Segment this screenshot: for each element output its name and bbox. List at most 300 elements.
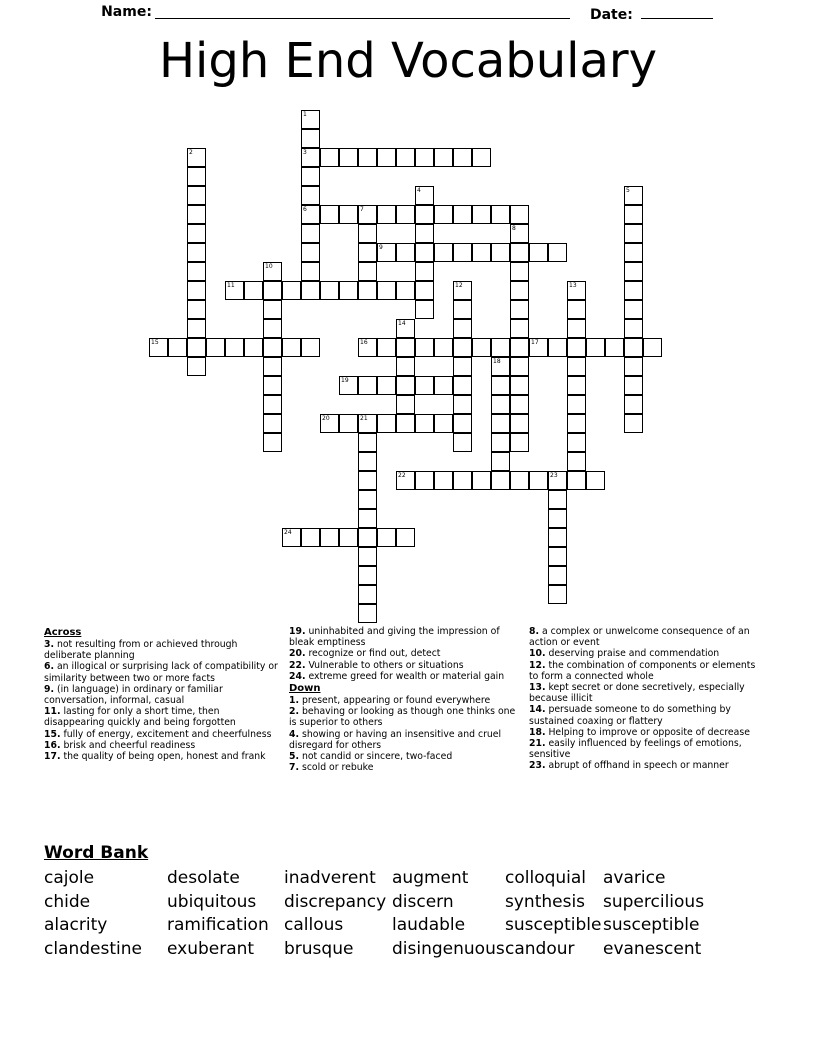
crossword-cell[interactable] bbox=[187, 319, 206, 338]
clue-item: 13. kept secret or done secretively, especially because illicit bbox=[529, 682, 745, 705]
word-bank-word: laudable bbox=[392, 915, 466, 935]
crossword-cell[interactable] bbox=[624, 395, 643, 414]
word-bank-word: desolate bbox=[167, 868, 240, 888]
crossword-cell[interactable] bbox=[339, 148, 358, 167]
crossword-cell[interactable] bbox=[301, 148, 320, 167]
crossword-cell[interactable] bbox=[548, 528, 567, 547]
word-bank-word: susceptible bbox=[603, 915, 700, 935]
crossword-cell[interactable] bbox=[510, 471, 529, 490]
word-bank-grid bbox=[44, 867, 784, 961]
crossword-cell[interactable] bbox=[434, 338, 453, 357]
crossword-cell[interactable] bbox=[396, 395, 415, 414]
crossword-cell[interactable] bbox=[339, 528, 358, 547]
clue-item: 3. not resulting from or achieved through deliberate planning bbox=[44, 639, 238, 662]
crossword-cell[interactable] bbox=[453, 395, 472, 414]
word-bank-word: inadverent bbox=[284, 868, 376, 888]
crossword-cell[interactable] bbox=[624, 376, 643, 395]
crossword-cell[interactable] bbox=[187, 357, 206, 376]
crossword-cell[interactable] bbox=[358, 547, 377, 566]
clue-item: 16. brisk and cheerful readiness bbox=[44, 739, 196, 751]
clue-item: 11. lasting for only a short time, then disappearing quickly and being forgotten bbox=[44, 706, 236, 729]
crossword-cell[interactable] bbox=[491, 243, 510, 262]
clue-number: 1. bbox=[289, 695, 300, 707]
crossword-cell[interactable] bbox=[263, 262, 282, 281]
crossword-cell[interactable] bbox=[510, 319, 529, 338]
crossword-cell-number: 7 bbox=[360, 206, 364, 213]
crossword-cell[interactable] bbox=[377, 376, 396, 395]
crossword-cell[interactable] bbox=[225, 338, 244, 357]
crossword-cell[interactable] bbox=[358, 338, 377, 357]
clue-item: 1. present, appearing or found everywhere bbox=[289, 695, 491, 707]
crossword-cell[interactable] bbox=[358, 243, 377, 262]
crossword-cell[interactable] bbox=[301, 243, 320, 262]
crossword-cell-number: 20 bbox=[322, 415, 330, 422]
crossword-cell[interactable] bbox=[263, 357, 282, 376]
clue-number: 16. bbox=[44, 739, 61, 751]
crossword-cell[interactable] bbox=[529, 243, 548, 262]
crossword-cell[interactable] bbox=[396, 357, 415, 376]
crossword-cell[interactable] bbox=[358, 471, 377, 490]
clue-item: 19. uninhabited and giving the impression of bleak emptiness bbox=[289, 626, 500, 649]
crossword-cell[interactable] bbox=[434, 205, 453, 224]
crossword-cell[interactable] bbox=[624, 414, 643, 433]
crossword-cell[interactable] bbox=[301, 281, 320, 300]
crossword-cell-number: 18 bbox=[493, 358, 501, 365]
crossword-cell[interactable] bbox=[510, 414, 529, 433]
clues-column-2 bbox=[289, 626, 529, 831]
crossword-cell[interactable] bbox=[396, 528, 415, 547]
clue-number: 18. bbox=[529, 726, 546, 738]
clue-item: 12. the combination of components or elements to form a connected whole bbox=[529, 659, 756, 682]
clue-item: 8. a complex or unwelcome consequence of an action or event bbox=[529, 626, 750, 649]
crossword-cell-number: 15 bbox=[151, 339, 159, 346]
crossword-cell[interactable] bbox=[377, 148, 396, 167]
crossword-cell[interactable] bbox=[358, 224, 377, 243]
crossword-cell[interactable] bbox=[415, 148, 434, 167]
crossword-cell[interactable] bbox=[415, 471, 434, 490]
clue-item: 18. Helping to improve or opposite of decrease bbox=[529, 726, 750, 738]
crossword-cell[interactable] bbox=[396, 338, 415, 357]
clues-column-3 bbox=[529, 626, 774, 831]
clue-number: 2. bbox=[289, 706, 300, 718]
crossword-cell-number: 17 bbox=[531, 339, 539, 346]
clue-number: 22. bbox=[289, 659, 306, 671]
crossword-cell[interactable] bbox=[282, 281, 301, 300]
crossword-cell-number: 22 bbox=[398, 472, 406, 479]
crossword-cell[interactable] bbox=[358, 281, 377, 300]
crossword-cell[interactable] bbox=[415, 338, 434, 357]
crossword-cell[interactable] bbox=[320, 414, 339, 433]
clue-item: 17. the quality of being open, honest and frank bbox=[44, 751, 266, 763]
crossword-cell[interactable] bbox=[263, 319, 282, 338]
crossword-cell[interactable] bbox=[624, 186, 643, 205]
clue-number: 13. bbox=[529, 682, 546, 694]
crossword-cell[interactable] bbox=[453, 357, 472, 376]
crossword-cell[interactable] bbox=[187, 186, 206, 205]
crossword-cell[interactable] bbox=[263, 300, 282, 319]
word-bank-word: colloquial bbox=[505, 868, 587, 888]
crossword-cell[interactable] bbox=[567, 338, 586, 357]
clue-item: 2. behaving or looking as though one thinks one is superior to others bbox=[289, 706, 516, 729]
crossword-cell-number: 24 bbox=[284, 529, 292, 536]
word-bank-word: ubiquitous bbox=[167, 891, 257, 912]
crossword-cell[interactable] bbox=[510, 224, 529, 243]
crossword-cell[interactable] bbox=[187, 205, 206, 224]
crossword-cell[interactable] bbox=[415, 205, 434, 224]
crossword-cell[interactable] bbox=[396, 148, 415, 167]
clue-number: 14. bbox=[529, 704, 546, 716]
crossword-cell[interactable] bbox=[339, 281, 358, 300]
clue-number: 20. bbox=[289, 648, 306, 660]
crossword-cell[interactable] bbox=[548, 471, 567, 490]
crossword-cell[interactable] bbox=[396, 471, 415, 490]
crossword-cell-number: 11 bbox=[227, 282, 235, 289]
clue-number: 11. bbox=[44, 706, 61, 718]
word-bank-word: ramification bbox=[167, 915, 269, 935]
crossword-cell[interactable] bbox=[472, 243, 491, 262]
crossword-cell[interactable] bbox=[263, 338, 282, 357]
down-heading: Down bbox=[289, 683, 321, 695]
crossword-cell[interactable] bbox=[358, 604, 377, 623]
crossword-cell[interactable] bbox=[472, 471, 491, 490]
crossword-cell[interactable] bbox=[453, 319, 472, 338]
crossword-cell[interactable] bbox=[567, 300, 586, 319]
crossword-cell[interactable] bbox=[491, 395, 510, 414]
crossword-cell[interactable] bbox=[567, 433, 586, 452]
crossword-cell[interactable] bbox=[149, 338, 168, 357]
crossword-cell[interactable] bbox=[358, 414, 377, 433]
crossword-cell[interactable] bbox=[263, 414, 282, 433]
across-heading: Across bbox=[44, 627, 82, 638]
crossword-cell[interactable] bbox=[396, 376, 415, 395]
crossword-cell-number: 16 bbox=[360, 339, 368, 346]
crossword-cell-number: 12 bbox=[455, 282, 463, 289]
crossword-cell[interactable] bbox=[586, 471, 605, 490]
crossword-cell[interactable] bbox=[206, 338, 225, 357]
clue-item: 23. abrupt of offhand in speech or manner bbox=[529, 760, 729, 772]
clue-number: 4. bbox=[289, 728, 300, 740]
crossword-cell[interactable] bbox=[624, 262, 643, 281]
crossword-cell[interactable] bbox=[377, 205, 396, 224]
crossword-cell[interactable] bbox=[358, 205, 377, 224]
crossword-cell[interactable] bbox=[624, 300, 643, 319]
crossword-cell[interactable] bbox=[187, 243, 206, 262]
crossword-cell[interactable] bbox=[510, 262, 529, 281]
word-bank-word: exuberant bbox=[167, 938, 255, 959]
clue-number: 9. bbox=[44, 683, 55, 695]
crossword-cell[interactable] bbox=[510, 205, 529, 224]
crossword-cell[interactable] bbox=[567, 471, 586, 490]
crossword-cell[interactable] bbox=[567, 357, 586, 376]
word-bank-section bbox=[44, 842, 784, 961]
crossword-cell-number: 23 bbox=[550, 472, 558, 479]
crossword-cell[interactable] bbox=[187, 224, 206, 243]
crossword-cell[interactable] bbox=[377, 414, 396, 433]
clue-item: 9. (in language) in ordinary or familiar conversation, informal, casual bbox=[44, 683, 223, 707]
crossword-cell[interactable] bbox=[301, 338, 320, 357]
crossword-cell[interactable] bbox=[301, 262, 320, 281]
word-bank-word: synthesis bbox=[505, 891, 586, 912]
crossword-cell[interactable] bbox=[187, 148, 206, 167]
crossword-cell[interactable] bbox=[263, 376, 282, 395]
word-bank-word: evanescent bbox=[603, 938, 702, 959]
clue-item: 7. scold or rebuke bbox=[289, 762, 374, 774]
crossword-cell-number: 1 bbox=[303, 111, 307, 118]
crossword-cell[interactable] bbox=[415, 281, 434, 300]
word-bank-word: callous bbox=[284, 915, 344, 935]
crossword-cell[interactable] bbox=[377, 528, 396, 547]
crossword-cell[interactable] bbox=[358, 148, 377, 167]
crossword-cell[interactable] bbox=[567, 414, 586, 433]
crossword-cell[interactable] bbox=[453, 433, 472, 452]
crossword-cell[interactable] bbox=[548, 243, 567, 262]
crossword-cell[interactable] bbox=[358, 490, 377, 509]
name-label: Name: bbox=[101, 4, 152, 20]
crossword-cell[interactable] bbox=[377, 338, 396, 357]
clue-number: 21. bbox=[529, 738, 546, 750]
crossword-cell[interactable] bbox=[187, 167, 206, 186]
crossword-cell[interactable] bbox=[624, 224, 643, 243]
clue-number: 6. bbox=[44, 661, 55, 673]
crossword-cell[interactable] bbox=[453, 376, 472, 395]
crossword-cell[interactable] bbox=[415, 262, 434, 281]
crossword-cell[interactable] bbox=[624, 281, 643, 300]
word-bank-title: Word Bank bbox=[44, 843, 149, 863]
clue-item: 14. persuade someone to do something by sustained coaxing or flattery bbox=[529, 704, 731, 727]
crossword-cell[interactable] bbox=[339, 376, 358, 395]
crossword-cell[interactable] bbox=[472, 205, 491, 224]
crossword-cell-number: 2 bbox=[189, 149, 193, 156]
crossword-cell[interactable] bbox=[453, 300, 472, 319]
crossword-cell-number: 14 bbox=[398, 320, 406, 327]
crossword-cell[interactable] bbox=[434, 471, 453, 490]
crossword-cell[interactable] bbox=[339, 205, 358, 224]
crossword-cell[interactable] bbox=[244, 281, 263, 300]
crossword-cell[interactable] bbox=[510, 395, 529, 414]
crossword-cell[interactable] bbox=[567, 319, 586, 338]
word-bank-word: augment bbox=[392, 868, 469, 888]
crossword-cell[interactable] bbox=[301, 528, 320, 547]
crossword-cell[interactable] bbox=[453, 338, 472, 357]
crossword-cell[interactable] bbox=[472, 338, 491, 357]
crossword-cell[interactable] bbox=[187, 281, 206, 300]
crossword-cell[interactable] bbox=[453, 414, 472, 433]
date-label: Date: bbox=[589, 7, 633, 23]
crossword-cell[interactable] bbox=[358, 509, 377, 528]
crossword-cell[interactable] bbox=[187, 338, 206, 357]
crossword-cell[interactable] bbox=[510, 338, 529, 357]
crossword-cell[interactable] bbox=[358, 528, 377, 547]
crossword-cell[interactable] bbox=[624, 357, 643, 376]
crossword-cell[interactable] bbox=[567, 281, 586, 300]
clue-item: 22. Vulnerable to others or situations bbox=[289, 659, 464, 671]
crossword-cell[interactable] bbox=[301, 224, 320, 243]
crossword-cell[interactable] bbox=[453, 243, 472, 262]
word-bank-word: clandestine bbox=[44, 938, 142, 959]
crossword-cell[interactable] bbox=[301, 110, 320, 129]
crossword-cell[interactable] bbox=[510, 243, 529, 262]
crossword-cell[interactable] bbox=[605, 338, 624, 357]
crossword-cell[interactable] bbox=[434, 148, 453, 167]
crossword-cell[interactable] bbox=[510, 300, 529, 319]
word-bank-word: discrepancy bbox=[284, 891, 387, 912]
crossword-cell[interactable] bbox=[548, 585, 567, 604]
clue-number: 7. bbox=[289, 762, 300, 774]
crossword-cell-number: 19 bbox=[341, 377, 349, 384]
crossword-cell[interactable] bbox=[396, 281, 415, 300]
crossword-cell[interactable] bbox=[396, 414, 415, 433]
clue-number: 8. bbox=[529, 626, 540, 637]
crossword-cell[interactable] bbox=[415, 243, 434, 262]
crossword-cell[interactable] bbox=[320, 281, 339, 300]
crossword-cell-number: 5 bbox=[626, 187, 630, 194]
clue-number: 5. bbox=[289, 751, 300, 763]
crossword-cell[interactable] bbox=[358, 376, 377, 395]
word-bank-word: chide bbox=[44, 891, 91, 912]
crossword-cell[interactable] bbox=[586, 338, 605, 357]
crossword-cell[interactable] bbox=[168, 338, 187, 357]
crossword-cell[interactable] bbox=[320, 528, 339, 547]
crossword-cell[interactable] bbox=[301, 167, 320, 186]
crossword-cell[interactable] bbox=[263, 433, 282, 452]
crossword-cell[interactable] bbox=[396, 243, 415, 262]
crossword-cell[interactable] bbox=[624, 205, 643, 224]
clue-item: 5. not candid or sincere, two-faced bbox=[289, 751, 453, 763]
crossword-cell[interactable] bbox=[567, 376, 586, 395]
clue-number: 15. bbox=[44, 728, 61, 740]
crossword-cell[interactable] bbox=[472, 148, 491, 167]
crossword-cell[interactable] bbox=[567, 395, 586, 414]
crossword-cell[interactable] bbox=[510, 281, 529, 300]
crossword-cell[interactable] bbox=[434, 243, 453, 262]
crossword-cell[interactable] bbox=[263, 281, 282, 300]
crossword-cell[interactable] bbox=[548, 490, 567, 509]
crossword-cell-number: 3 bbox=[303, 149, 307, 156]
crossword-cell[interactable] bbox=[377, 243, 396, 262]
clue-number: 19. bbox=[289, 626, 306, 637]
crossword-cell[interactable] bbox=[358, 433, 377, 452]
crossword-cell[interactable] bbox=[434, 414, 453, 433]
clue-number: 23. bbox=[529, 760, 546, 772]
word-bank-word: disingenuous bbox=[392, 938, 505, 959]
clue-item: 21. easily influenced by feelings of emotions, sensitive bbox=[529, 738, 742, 761]
crossword-cell[interactable] bbox=[415, 300, 434, 319]
crossword-cell[interactable] bbox=[301, 129, 320, 148]
crossword-cell[interactable] bbox=[548, 566, 567, 585]
crossword-cell[interactable] bbox=[415, 376, 434, 395]
word-bank-word: supercilious bbox=[603, 891, 705, 912]
crossword-cell[interactable] bbox=[320, 148, 339, 167]
clue-item: 4. showing or having an insensitive and cruel disregard for others bbox=[289, 728, 502, 751]
crossword-cell[interactable] bbox=[548, 547, 567, 566]
crossword-cell[interactable] bbox=[263, 395, 282, 414]
crossword-cell-number: 6 bbox=[303, 206, 307, 213]
crossword-cell[interactable] bbox=[548, 338, 567, 357]
crossword-cell-number: 13 bbox=[569, 282, 577, 289]
word-bank-word: susceptible bbox=[505, 915, 602, 935]
crossword-cell[interactable] bbox=[491, 205, 510, 224]
word-bank-word: candour bbox=[505, 938, 575, 959]
crossword-cell[interactable] bbox=[358, 585, 377, 604]
crossword-cell[interactable] bbox=[510, 357, 529, 376]
clue-number: 17. bbox=[44, 751, 61, 763]
crossword-cell[interactable] bbox=[491, 414, 510, 433]
crossword-cell[interactable] bbox=[491, 376, 510, 395]
word-bank-word: discern bbox=[392, 891, 454, 912]
crossword-cell[interactable] bbox=[491, 357, 510, 376]
crossword-cell[interactable] bbox=[225, 281, 244, 300]
crossword-cell[interactable] bbox=[548, 509, 567, 528]
crossword-cell[interactable] bbox=[358, 452, 377, 471]
crossword-cell[interactable] bbox=[358, 566, 377, 585]
crossword-cell[interactable] bbox=[491, 452, 510, 471]
crossword-cell[interactable] bbox=[396, 319, 415, 338]
crossword-cell[interactable] bbox=[415, 224, 434, 243]
clue-item: 20. recognize or find out, detect bbox=[289, 648, 441, 660]
page-title: High End Vocabulary bbox=[158, 33, 658, 89]
crossword-cell[interactable] bbox=[244, 338, 263, 357]
crossword-cell[interactable] bbox=[320, 205, 339, 224]
clue-item: 15. fully of energy, excitement and cheerfulness bbox=[44, 728, 272, 740]
crossword-cell[interactable] bbox=[415, 186, 434, 205]
clue-number: 3. bbox=[44, 639, 55, 650]
crossword-cell[interactable] bbox=[529, 338, 548, 357]
crossword-cell[interactable] bbox=[624, 319, 643, 338]
crossword-cell[interactable] bbox=[358, 262, 377, 281]
clue-item: 10. deserving praise and commendation bbox=[529, 648, 720, 660]
crossword-cell[interactable] bbox=[377, 281, 396, 300]
crossword-cell[interactable] bbox=[453, 205, 472, 224]
clue-number: 24. bbox=[289, 670, 306, 682]
crossword-cell[interactable] bbox=[282, 528, 301, 547]
crossword-cell[interactable] bbox=[491, 338, 510, 357]
clue-number: 10. bbox=[529, 648, 546, 660]
crossword-cell[interactable] bbox=[529, 471, 548, 490]
crossword-cell[interactable] bbox=[624, 243, 643, 262]
crossword-cell[interactable] bbox=[187, 300, 206, 319]
crossword-cell[interactable] bbox=[434, 376, 453, 395]
crossword-cell[interactable] bbox=[187, 262, 206, 281]
crossword-cell[interactable] bbox=[301, 186, 320, 205]
crossword-cell[interactable] bbox=[624, 338, 643, 357]
crossword-cell[interactable] bbox=[453, 471, 472, 490]
crossword-cell[interactable] bbox=[339, 414, 358, 433]
word-bank-word: cajole bbox=[44, 868, 95, 888]
clue-item: 6. an illogical or surprising lack of compatibility or similarity between two or more facts bbox=[44, 661, 278, 684]
clue-number: 12. bbox=[529, 659, 546, 671]
crossword-cell-number: 21 bbox=[360, 415, 368, 422]
crossword-cell[interactable] bbox=[453, 148, 472, 167]
crossword-cell-number: 8 bbox=[512, 225, 516, 232]
clues-column-1 bbox=[44, 626, 289, 831]
crossword-cell[interactable] bbox=[301, 205, 320, 224]
crossword-cell[interactable] bbox=[491, 471, 510, 490]
crossword-cell[interactable] bbox=[396, 205, 415, 224]
crossword-cell-number: 4 bbox=[417, 187, 421, 194]
crossword-cell[interactable] bbox=[282, 338, 301, 357]
crossword-cell[interactable] bbox=[567, 452, 586, 471]
clues-section bbox=[44, 626, 774, 831]
crossword-cell[interactable] bbox=[510, 376, 529, 395]
crossword-cell-number: 10 bbox=[265, 263, 273, 270]
crossword-cell[interactable] bbox=[491, 433, 510, 452]
crossword-cell[interactable] bbox=[643, 338, 662, 357]
crossword-cell[interactable] bbox=[415, 414, 434, 433]
crossword-cell[interactable] bbox=[453, 281, 472, 300]
crossword-cell-number: 9 bbox=[379, 244, 383, 251]
crossword-cell[interactable] bbox=[510, 433, 529, 452]
word-bank-word: brusque bbox=[284, 938, 354, 959]
